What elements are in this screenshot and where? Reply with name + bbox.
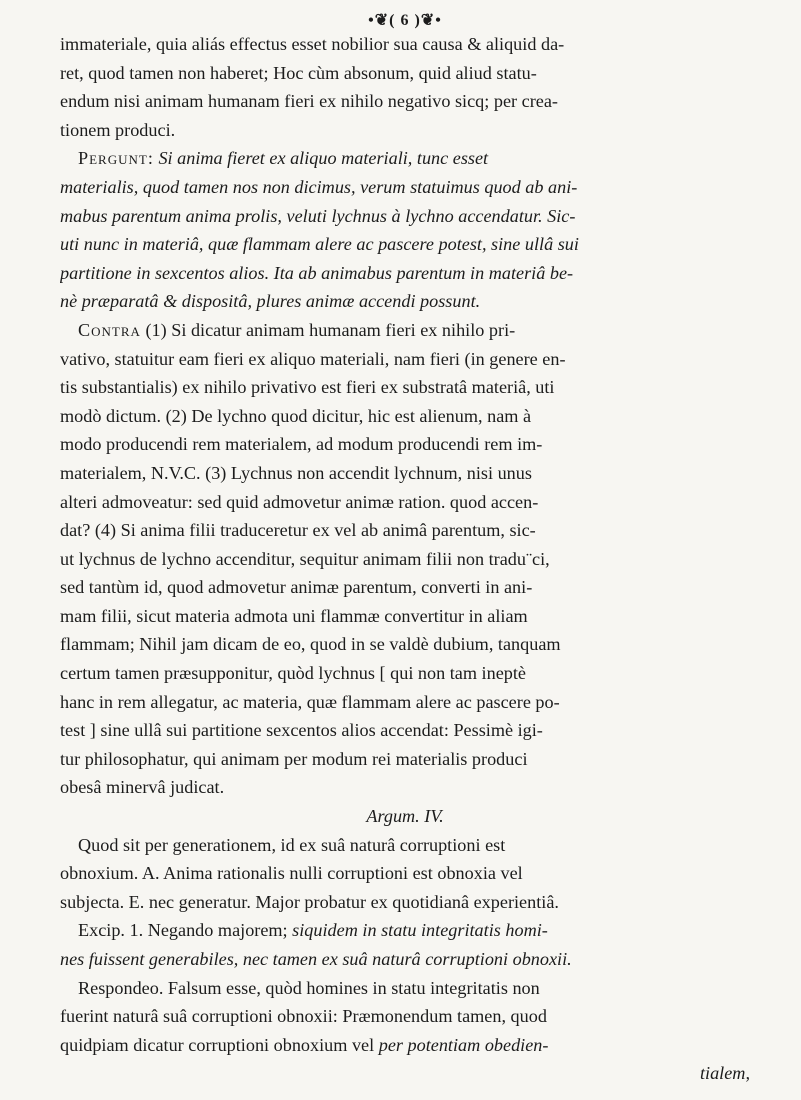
text-line: tionem produci. bbox=[60, 119, 176, 140]
pergunt-lead: Pergunt: bbox=[78, 148, 154, 169]
excip-line bbox=[60, 916, 750, 945]
respondeo-line: fuerint naturâ suâ corruptioni obnoxii: Præmonendum tamen, quod bbox=[60, 1006, 547, 1027]
contra-line: tis substantialis) ex nihilo privativo est fieri ex substratâ materiâ, uti bbox=[60, 377, 555, 398]
excip-plain: Negando majorem; bbox=[147, 920, 288, 941]
pergunt-line: nè præparatâ & dispositâ, plures animæ accendi possunt. bbox=[60, 291, 481, 312]
contra-line: flammam; Nihil jam dicam de eo, quod in se valdè dubium, tanquam bbox=[60, 634, 561, 655]
excip-line: nes fuissent generabiles, nec tamen ex suâ naturâ corruptioni obnoxii. bbox=[60, 949, 572, 969]
respondeo-line bbox=[60, 1031, 750, 1060]
contra-line: hanc in rem allegatur, ac materia, quæ flammam alere ac pascere po- bbox=[60, 691, 560, 712]
pergunt-line: materialis, quod tamen nos non dicimus, verum statuimus quod ab ani- bbox=[60, 176, 578, 197]
argumentum-line: Quod sit per generationem, id ex suâ naturâ corruptioni est bbox=[78, 834, 506, 855]
contra-line: alteri admoveatur: sed quid admovetur animæ ration. quod accen- bbox=[60, 491, 539, 512]
running-head: •❦( 6 )❦• bbox=[368, 12, 442, 29]
contra-line: materialem, N.V.C. (3) Lychnus non accendit lychnum, nisi unus bbox=[60, 462, 532, 483]
argumentum-heading: Argum. IV. bbox=[366, 806, 444, 827]
respondeo-text: quidpiam dicatur corruptioni obnoxium vel bbox=[60, 1034, 375, 1055]
pergunt-line: uti nunc in materiâ, quæ flammam alere ac pascere potest, sine ullâ sui bbox=[60, 234, 579, 255]
contra-line: vativo, statuitur eam fieri ex aliquo materiali, nam fieri (in genere en- bbox=[60, 348, 566, 369]
contra-line: sed tantùm id, quod admovetur animæ parentum, converti in ani- bbox=[60, 577, 533, 598]
argumentum-line: subjecta. E. nec generatur. Major probatur ex quotidianâ experientiâ. bbox=[60, 891, 559, 912]
contra-line: modò dictum. (2) De lychno quod dicitur, hic est alienum, nam à bbox=[60, 405, 532, 426]
contra-line: dat? (4) Si anima filii traduceretur ex vel ab animâ parentum, sic- bbox=[60, 520, 536, 541]
contra-text: (1) Si dicatur animam humanam fieri ex nihilo pri- bbox=[145, 319, 516, 340]
pergunt-line: partitione in sexcentos alios. Ita ab animabus parentum in materiâ be- bbox=[60, 262, 574, 283]
excip-lead: Excip. 1. bbox=[78, 920, 144, 941]
argumentum-line: obnoxium. A. Anima rationalis nulli corruptioni est obnoxia vel bbox=[60, 863, 523, 884]
contra-line: ut lychnus de lychno accenditur, sequitur animam filii non tradu¨ci, bbox=[60, 548, 550, 569]
pergunt-line: mabus parentum anima prolis, veluti lychnus à lychno accendatur. Sic- bbox=[60, 205, 576, 226]
text-line: ret, quod tamen non haberet; Hoc cùm absonum, quid aliud statu- bbox=[60, 62, 537, 83]
contra-line: modo producendi rem materialem, ad modum producendi rem im- bbox=[60, 434, 543, 455]
pergunt-text: Si anima fieret ex aliquo materiali, tunc esset bbox=[158, 148, 489, 169]
contra-line: test ] sine ullâ sui partitione sexcentos alios accendat: Pessimè igi- bbox=[60, 720, 543, 741]
contra-line: tur philosophatur, qui animam per modum rei materialis produci bbox=[60, 748, 528, 769]
contra-line: obesâ minervâ judicat. bbox=[60, 777, 225, 798]
contra-line: mam filii, sicut materia admota uni flammæ convertitur in aliam bbox=[60, 605, 528, 626]
contra-line bbox=[60, 316, 750, 345]
main-text bbox=[60, 30, 750, 1088]
respondeo-italic: per potentiam obedien- bbox=[378, 1034, 549, 1055]
pergunt-line bbox=[60, 144, 750, 173]
text-line: endum nisi animam humanam fieri ex nihilo negativo sicq; per crea- bbox=[60, 91, 558, 112]
excip-italic: siquidem in statu integritatis homi- bbox=[292, 920, 548, 941]
respondeo-line: Respondeo. Falsum esse, quòd homines in statu integritatis non bbox=[78, 977, 540, 998]
contra-line: certum tamen præsupponitur, quòd lychnus [ qui non tam ineptè bbox=[60, 663, 527, 684]
page bbox=[60, 0, 750, 1100]
catchword: tialem, bbox=[699, 1063, 750, 1084]
contra-lead: Contra bbox=[78, 319, 141, 340]
text-line: immateriale, quia aliás effectus esset nobilior sua causa & aliquid da- bbox=[60, 34, 565, 54]
